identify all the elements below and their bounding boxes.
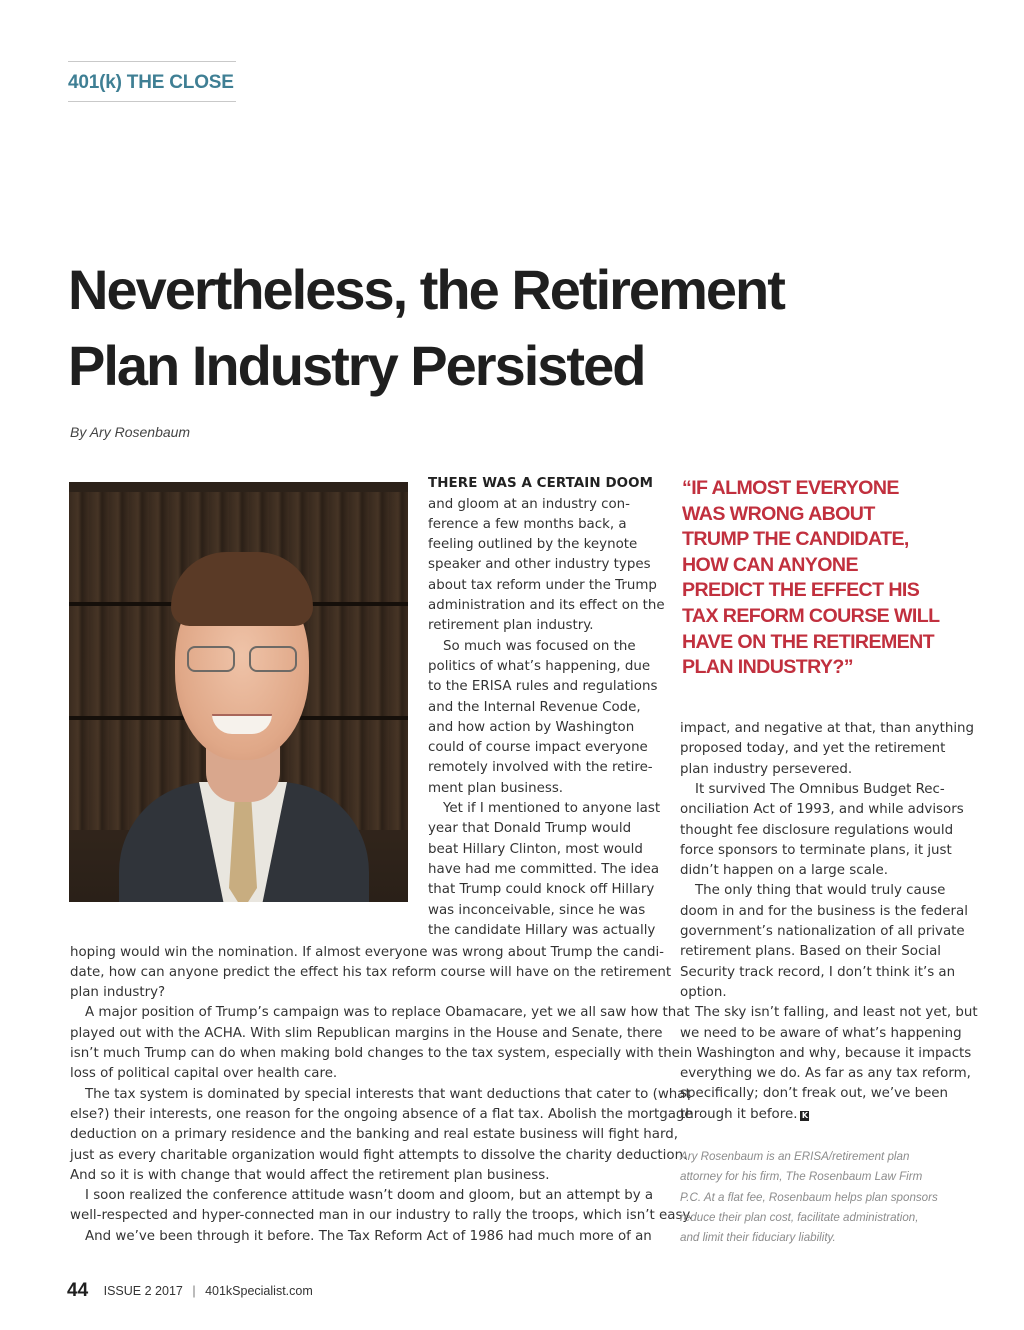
body-line: And so it is with change that would affect the retirement plan business. xyxy=(70,1167,550,1183)
body-line: I soon realized the conference attitude wasn’t doom and gloom, but an attempt by a xyxy=(85,1188,654,1204)
footer-separator: | xyxy=(192,1284,196,1298)
byline: By Ary Rosenbaum xyxy=(70,424,191,440)
lead-in: THERE WAS A CERTAIN DOOM xyxy=(428,476,654,491)
body-line: thought fee disclosure regulations would xyxy=(680,822,954,838)
body-line: could of course impact everyone xyxy=(428,740,648,756)
body-line: A major position of Trump’s campaign was to replace Obamacare, yet we all saw how that xyxy=(85,1005,690,1021)
end-mark-icon: K xyxy=(801,1110,809,1120)
body-line: proposed today, and yet the retirement xyxy=(680,741,946,757)
pull-quote-line: WAS WRONG ABOUT xyxy=(682,502,875,525)
body-line: specifically; don’t freak out, we’ve been xyxy=(680,1086,949,1102)
body-line: everything we do. As far as any tax reform, xyxy=(680,1066,971,1082)
body-line: force sponsors to terminate plans, it just xyxy=(680,842,952,858)
body-line: ment plan business. xyxy=(428,780,564,796)
body-line: didn’t happen on a large scale. xyxy=(680,863,888,879)
section-label: 401(k) THE CLOSE xyxy=(68,72,234,93)
body-line: government’s nationalization of all private xyxy=(680,924,965,939)
body-line xyxy=(680,1105,809,1125)
pull-quote-line: TAX REFORM COURSE WILL xyxy=(682,604,940,627)
body-line: was inconceivable, since he was xyxy=(428,902,646,918)
body-line: option. xyxy=(680,984,727,1000)
body-line: in Washington and why, because it impacts xyxy=(680,1045,972,1061)
body-line: isn’t much Trump can do when making bold changes to the tax system, especially with the xyxy=(70,1046,680,1061)
author-portrait xyxy=(69,482,408,902)
body-line: And we’ve been through it before. The Tax Reform Act of 1986 had much more of an xyxy=(85,1228,652,1244)
body-line: else?) their interests, one reason for the ongoing absence of a flat tax. Abolish the mortgage xyxy=(70,1106,693,1122)
body-line: It survived The Omnibus Budget Rec- xyxy=(695,781,945,797)
body-line: speaker and other industry types xyxy=(428,557,651,573)
body-line: The only thing that would truly cause xyxy=(695,883,946,899)
portrait-hair xyxy=(171,552,313,626)
body-line: retirement plan industry. xyxy=(428,618,594,634)
body-line: The sky isn’t falling, and least not yet, but xyxy=(695,1005,978,1021)
body-line: about tax reform under the Trump xyxy=(428,577,657,593)
headline xyxy=(68,252,948,404)
body-line: plan industry? xyxy=(70,985,166,1001)
body-line: politics of what’s happening, due xyxy=(428,658,651,674)
section-rule-bottom xyxy=(68,101,236,102)
pull-quote-line: HAVE ON THE RETIREMENT xyxy=(682,630,935,653)
body-line: beat Hillary Clinton, most would xyxy=(428,841,643,857)
headline-line: Plan Industry Persisted xyxy=(68,334,645,397)
page-footer xyxy=(67,1280,313,1302)
body-line: year that Donald Trump would xyxy=(428,821,632,837)
body-line: deduction on a primary residence and the banking and real estate business will fight hard, xyxy=(70,1127,679,1143)
pull-quote-line: “IF ALMOST EVERYONE xyxy=(682,477,899,499)
page-number: 44 xyxy=(67,1280,89,1301)
headline-line: Nevertheless, the Retirement xyxy=(68,258,784,321)
body-line: impact, and negative at that, than anything xyxy=(680,721,975,736)
body-line: and gloom at an industry con- xyxy=(428,496,630,512)
issue-label: ISSUE 2 2017 xyxy=(103,1284,183,1298)
body-line: ference a few months back, a xyxy=(428,516,627,532)
body-line: Yet if I mentioned to anyone last xyxy=(443,801,661,816)
bio-line: reduce their plan cost, facilitate administration, xyxy=(680,1210,919,1224)
pull-quote-line: HOW CAN ANYONE xyxy=(682,553,858,576)
author-bio xyxy=(680,1147,980,1248)
body-line: The tax system is dominated by special interests that want deductions that cater to (what xyxy=(85,1086,691,1102)
bio-line: P.C. At a flat fee, Rosenbaum helps plan sponsors xyxy=(680,1190,938,1204)
body-line: and how action by Washington xyxy=(428,719,635,735)
body-line: So much was focused on the xyxy=(443,638,636,654)
body-line: retirement plans. Based on their Social xyxy=(680,944,942,960)
body-line: to the ERISA rules and regulations xyxy=(428,679,658,695)
pull-quote-line: PREDICT THE EFFECT HIS xyxy=(682,579,920,602)
body-line: the candidate Hillary was actually xyxy=(428,922,656,938)
body-line: have had me committed. The idea xyxy=(428,861,660,877)
bio-line: attorney for his firm, The Rosenbaum Law Firm xyxy=(680,1170,923,1184)
body-line: administration and its effect on the xyxy=(428,598,665,613)
section-rule-top xyxy=(68,61,236,62)
body-line: we need to be aware of what’s happening xyxy=(680,1025,962,1041)
body-line: played out with the ACHA. With slim Republican margins in the House and Senate, there xyxy=(70,1025,663,1041)
body-line: remotely involved with the retire- xyxy=(428,760,653,776)
bio-line: and limit their fiduciary liability. xyxy=(680,1231,836,1245)
body-line: just as every charitable organization would fight attempts to dissolve the charity deduction. xyxy=(70,1147,688,1163)
pull-quote-line: TRUMP THE CANDIDATE, xyxy=(682,528,909,551)
body-line: that Trump could knock off Hillary xyxy=(428,882,655,898)
bio-line: Ary Rosenbaum is an ERISA/retirement plan xyxy=(680,1150,910,1163)
body-line: date, how can anyone predict the effect his tax reform course will have on the retirement xyxy=(70,964,672,980)
body-line: loss of political capital over health care. xyxy=(70,1066,338,1082)
pull-quote xyxy=(682,476,982,681)
body-line-text: through it before. xyxy=(680,1106,798,1122)
body-line: plan industry persevered. xyxy=(680,761,853,777)
body-line: and the Internal Revenue Code, xyxy=(428,699,641,715)
body-line: well-respected and hyper-connected man in our industry to rally the troops, which isn’t easy. xyxy=(70,1208,693,1224)
body-line: doom in and for the business is the federal xyxy=(680,903,968,919)
body-line: onciliation Act of 1993, and while advisors xyxy=(680,802,964,818)
body-line: Security track record, I don’t think it’s an xyxy=(680,964,956,980)
body-line: feeling outlined by the keynote xyxy=(428,537,638,553)
pull-quote-line: PLAN INDUSTRY?” xyxy=(682,656,853,679)
website-link[interactable]: 401kSpecialist.com xyxy=(205,1284,313,1298)
portrait-glasses xyxy=(187,646,297,670)
body-line: hoping would win the nomination. If almost everyone was wrong about Trump the candi- xyxy=(70,944,664,960)
